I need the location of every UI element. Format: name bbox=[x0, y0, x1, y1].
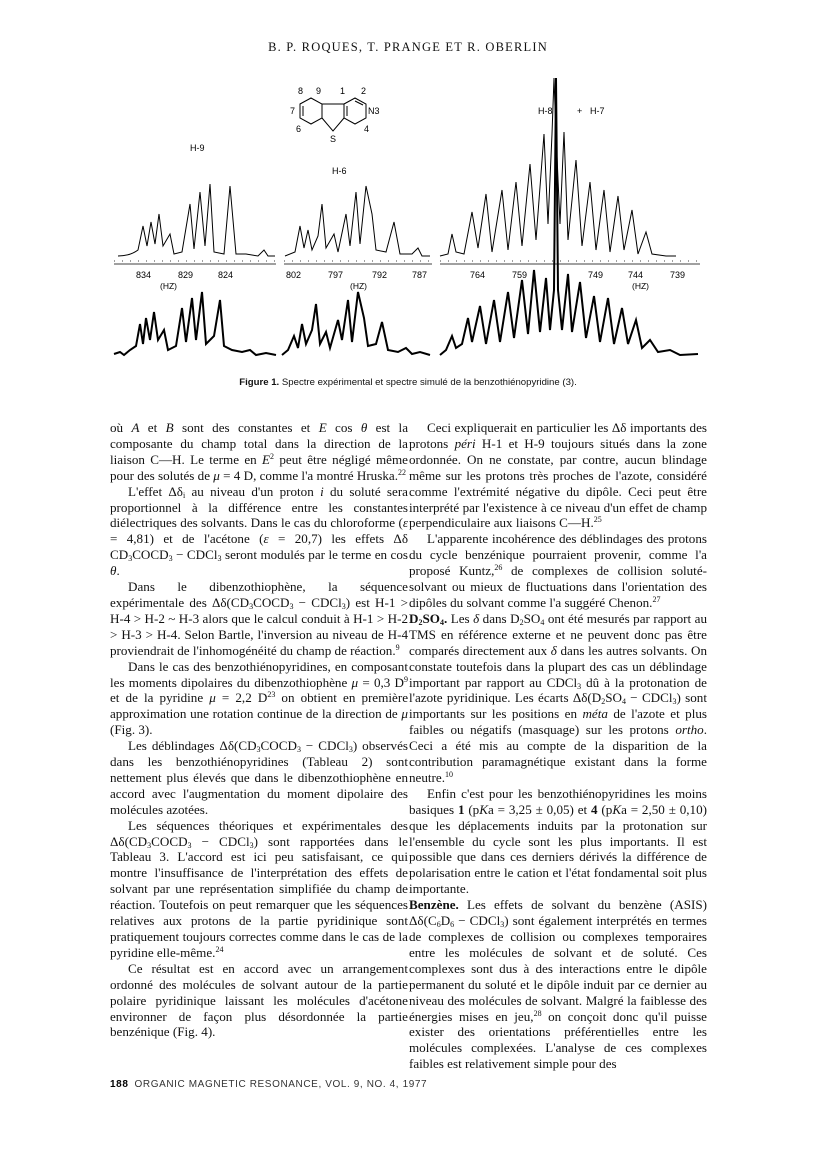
text-column-left bbox=[110, 420, 408, 1040]
peak-label-h9: H-9 bbox=[190, 143, 205, 153]
axis-unit-b: (HZ) bbox=[350, 281, 367, 291]
paragraph: L'apparente incohérence des déblindages des protons du cycle benzénique pourraient provenir, comme l'a proposé Kuntz,$^{26}$ de complexes de collision soluté-solvant ou mieux de fluctuations dans l'orientation des dipôles du solvant comme l'a suggéré Chenon.$^{27}$ bbox=[409, 531, 707, 610]
tick-label-802: 802 bbox=[286, 270, 302, 280]
tick-label-744: 744 bbox=[628, 270, 644, 280]
paragraph: L'effet $\Delta\delta_i$ au niveau d'un proton i du soluté sera proportionnel à la différence entre les constantes diélectriques des solvants. Dans le cas du chloroforme (ε = 4,81) et de l'acétone (ε = 20,7) les effets Δδ $CD_3COCD_3$ − CDCl$_3$ seront modulés par le terme en cos θ. bbox=[110, 483, 408, 579]
struct-label-8: 8 bbox=[298, 86, 304, 96]
tick-label-739: 739 bbox=[670, 270, 686, 280]
axis-unit-a: (HZ) bbox=[160, 281, 177, 291]
experimental-trace-h8-h7 bbox=[440, 78, 698, 355]
experimental-trace-h9 bbox=[114, 292, 276, 355]
peak-label-h8: H-8 bbox=[538, 106, 553, 116]
tick-label-759: 759 bbox=[512, 270, 528, 280]
tick-label-834: 834 bbox=[136, 270, 152, 280]
page-number: 188 bbox=[110, 1079, 129, 1090]
tick-label-764: 764 bbox=[470, 270, 486, 280]
tick-label-829: 829 bbox=[178, 270, 194, 280]
struct-label-4: 4 bbox=[364, 124, 370, 134]
paragraph: Dans le dibenzothiophène, la séquence expérimentale des $\Delta\delta(CD_3COCD_3$ − CDCl$_3$) est H-1 > H-4 > H-2 ~ H-3 alors que le calcul conduit à H-1 > H-2 > H-3 > H-4. Selon Bartle, l'inversion au niveau de H-4 proviendrait de l'inhomogénéité du champ de réaction.$^9$ bbox=[110, 579, 408, 658]
nmr-spectrum-figure bbox=[110, 74, 706, 374]
struct-label-1: 1 bbox=[340, 86, 346, 96]
axis-unit-c: (HZ) bbox=[632, 281, 649, 291]
figure-caption bbox=[0, 377, 816, 388]
experimental-trace-h6 bbox=[282, 292, 430, 355]
tick-label-824: 824 bbox=[218, 270, 234, 280]
struct-label-2: 2 bbox=[361, 86, 367, 96]
struct-label-6: 6 bbox=[296, 124, 302, 134]
caption-text: Spectre expérimental et spectre simulé de la benzothiénopyridine (3). bbox=[279, 377, 577, 388]
paragraph: Dans le cas des benzothiénopyridines, en composant les moments dipolaires du dibenzothiophène μ = 0,3 $D^9$ et de la pyridine μ = 2,2 $D^{23}$ on obtient en première approximation une rotation continue de la direction de μ (Fig. 3). bbox=[110, 658, 409, 738]
tick-label-749: 749 bbox=[588, 270, 604, 280]
struct-label-s: S bbox=[330, 134, 337, 144]
running-header: B. P. ROQUES, T. PRANGE ET R. OBERLIN bbox=[268, 40, 548, 54]
benzothienopyridine-structure bbox=[300, 98, 366, 131]
tick-label-797: 797 bbox=[328, 270, 344, 280]
caption-label: Figure 1. bbox=[239, 377, 280, 388]
paragraph: où A et B sont des constantes et E cos θ est la composante du champ total dans la direction de la liaison C—H. Le terme en $E^2$ peut être négligé même pour des solutés de μ = 4 D, comme l'a montré Hruska.$^{22}$ bbox=[110, 420, 409, 483]
paragraph: $D_2SO_4$. Les δ dans $D_2SO_4$ ont été mesurés par rapport au TMS en référence externe et ne peuvent donc pas être comparés directement aux δ dans les autres solvants. On constate toutefois dans la plupart des cas un déblindage important par rapport au CDCl$_3$ dû à la protonation de l'azote pyridinique. Les écarts $\Delta\delta(D_2SO_4$ − CDCl$_3$) sont importants sur les positions en méta de l'azote et plus faibles ou négatifs (masquage) sur les protons ortho. Ceci a été mis au compte de la disparition de la contribution paramagnétique existant dans la forme neutre.$^{10}$ bbox=[409, 610, 707, 785]
peak-label-plus: + bbox=[577, 106, 583, 116]
struct-label-n3: N3 bbox=[368, 106, 380, 116]
tick-label-792: 792 bbox=[372, 270, 388, 280]
paragraph: Ceci expliquerait en particulier les Δδ importants des protons péri H-1 et H-9 toujours situés dans la zone ordonnée. On ne constate, par contre, aucun blindage même sur les protons très proches de l'azote, considéré comme l'extrémité négative du dipôle. Ceci peut être interprété par l'existence à ce niveau d'un effet de champ perpendiculaire aux liaisons C—H.$^{25}$ bbox=[409, 420, 707, 531]
journal-reference: ORGANIC MAGNETIC RESONANCE, VOL. 9, NO. 4, 1977 bbox=[134, 1079, 428, 1090]
peak-label-h6: H-6 bbox=[332, 166, 347, 176]
page-footer bbox=[110, 1079, 427, 1090]
tick-label-787: 787 bbox=[412, 270, 428, 280]
struct-label-7: 7 bbox=[290, 106, 296, 116]
text-column-right bbox=[409, 420, 707, 1072]
simulated-trace-h9 bbox=[118, 184, 275, 256]
simulated-trace-h6 bbox=[285, 186, 430, 256]
paragraph: Benzène. Les effets de solvant du benzène (ASIS) $\Delta\delta(C_6D_6$ − CDCl$_3$) sont également interprétés en termes de complexes de collision ou complexes temporaires entre les molécules de solvant et de soluté. Ces complexes sont dus à des interactions entre le dipôle permanent du soluté et le dipôle induit par ce dernier au niveau des molécules de solvant. Malgré la faiblesse des énergies mises en jeu,$^{28}$ on conçoit donc qu'il puisse exister des orientations préférentielles entre les molécules complexées. L'analyse de ces complexes faibles est relativement simple pour des bbox=[409, 897, 707, 1072]
paragraph: Les séquences théoriques et expérimentales des $\Delta\delta(CD_3COCD_3$ − CDCl$_3$) sont rapportées dans le Tableau 3. L'accord est ici peu satisfaisant, ce qui montre l'insuffisance de l'interprétation des effets de solvant par une représentation simplifiée du champ de réaction. Toutefois on peut remarquer que les séquences relatives aux protons de la partie pyridinique sont pratiquement toujours correctes comme dans le cas de la pyridine elle-même.$^{24}$ bbox=[110, 817, 408, 960]
frequency-axis bbox=[114, 261, 700, 264]
paragraph: Enfin c'est pour les benzothiénopyridines les moins basiques 1 (pKa = 3,25 ± 0,05) et 4 (pKa = 2,50 ± 0,10) que les déplacements induits par la protonation sur l'ensemble du cycle sont les plus importants. Il est possible que dans ces derniers dérivés la différence de polarisation entre le cation et l'état fondamental soit plus importante. bbox=[409, 785, 707, 897]
peak-label-h7: H-7 bbox=[590, 106, 605, 116]
paragraph: Ce résultat est en accord avec un arrangement ordonné des molécules de solvant autour de la partie polaire pyridinique laissant les molécules d'acétone environner de façon plus désordonnée la partie benzénique (Fig. 4). bbox=[110, 960, 408, 1040]
struct-label-9: 9 bbox=[316, 86, 322, 96]
paragraph: Les déblindages $\Delta\delta(CD_3COCD_3$ − CDCl$_3$) observés dans les benzothiénopyridines (Tableau 2) sont nettement plus élevés que dans le dibenzothiophène en accord avec l'augmentation du moment dipolaire des molécules azotées. bbox=[110, 738, 408, 817]
